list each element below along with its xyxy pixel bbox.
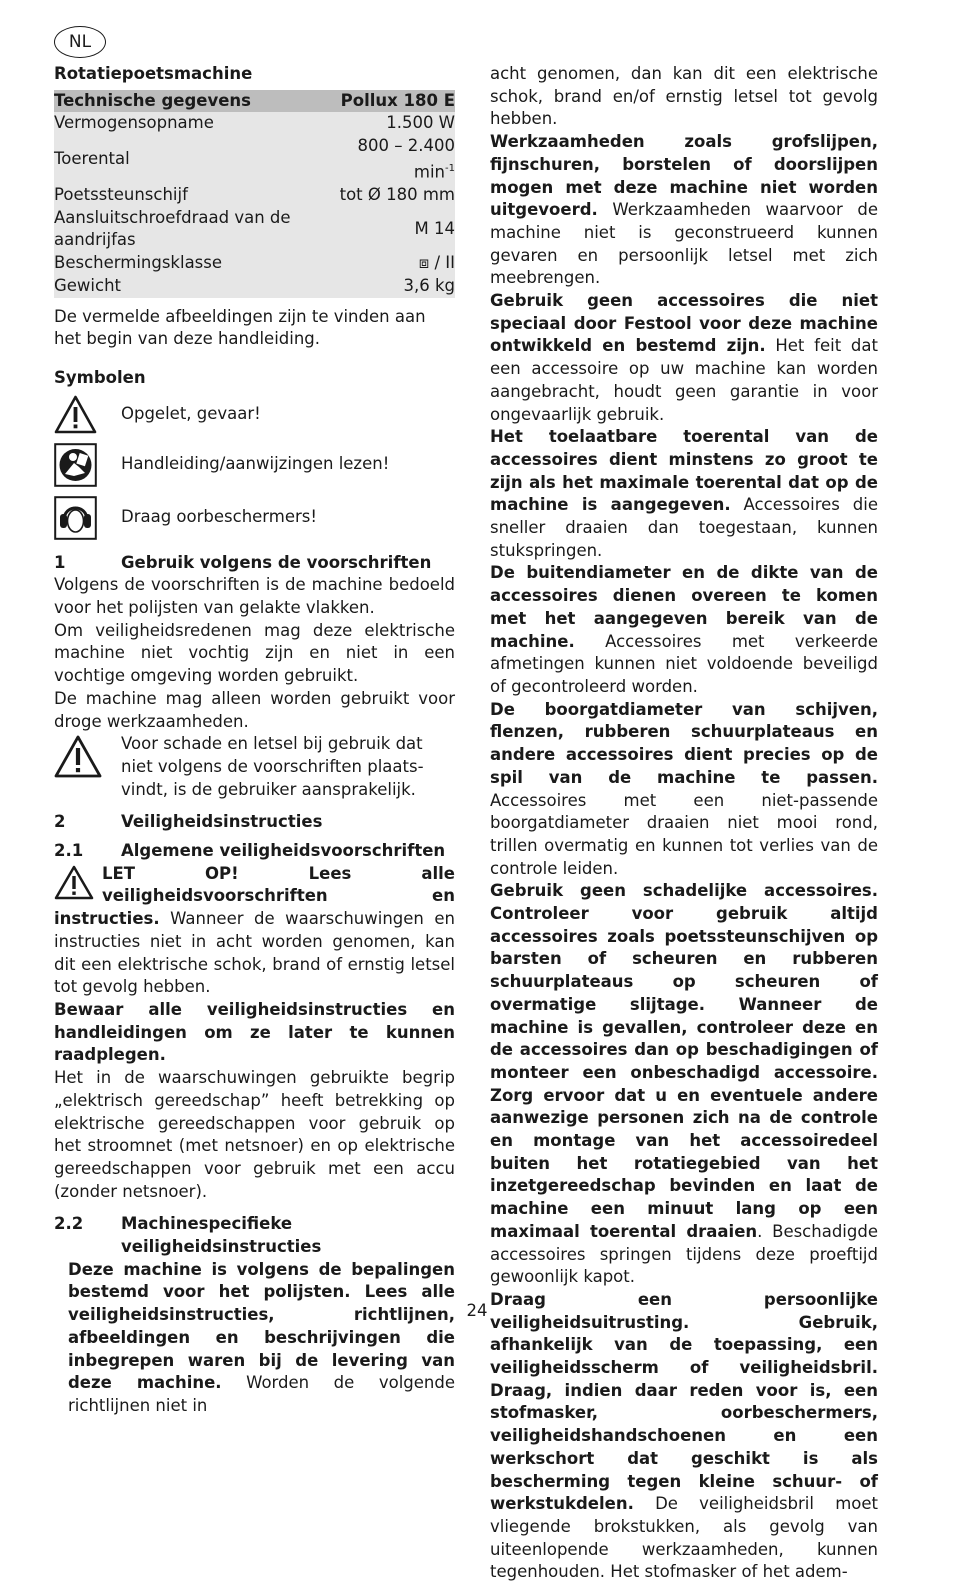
read-manual-icon: [54, 443, 97, 487]
table-row: [54, 275, 455, 298]
paragraph: [490, 880, 878, 1289]
page-number: 24: [466, 1301, 488, 1320]
spec-value: 3,6 kg: [336, 275, 455, 298]
paragraph: [490, 426, 878, 562]
paragraph-lead: Draag een persoonlijke veiligheidsuitrusting. Gebruik, afhankelijk van de toepassing, een veiligheidsscherm of veiligheidsbril. Draag, indien daar reden voor is, een stofmasker, oorbeschermers, veiligheidshandschoenen en een werkschort dat geschikt is als bescherming tegen kleine schuur- of werkstukdelen.: [490, 1289, 878, 1514]
spec-header-value: Pollux 180 E: [336, 90, 455, 113]
table-row: [54, 112, 455, 135]
paragraph-lead: Werkzaamheden zoals grofslijpen, fijnschuren, borstelen of doorslijpen mogen met deze machine niet worden uitgevoerd.: [490, 132, 878, 220]
table-row: [54, 135, 455, 184]
warning-triangle-icon: [54, 733, 121, 801]
paragraph: [490, 1289, 878, 1584]
section-number: 2: [54, 812, 66, 832]
ear-protection-icon: [54, 496, 97, 540]
symbol-row-ear: [54, 490, 455, 546]
warning-triangle-icon: [54, 395, 97, 435]
spec-value: M 14: [336, 207, 455, 252]
right-column: [490, 63, 878, 1584]
symbol-text: Draag oorbeschermers!: [121, 507, 318, 527]
warning-lead: LET OP! Lees alle veiligheidsvoorschriften en instructies.: [54, 863, 455, 929]
paragraph: [490, 131, 878, 290]
symbol-row-warning: [54, 390, 455, 440]
section-heading: [54, 1213, 455, 1258]
paragraph-body: . Beschadigde accessoires springen tijdens deze proeftijd gewoonlijk kapot.: [490, 1221, 878, 1287]
warning-text: Voor schade en letsel bij gebruik dat niet volgens de voorschriften plaats-vindt, is de gebruiker aansprakelijk.: [121, 734, 424, 799]
spec-header-label: Technische gegevens: [54, 90, 336, 113]
paragraph: [490, 562, 878, 698]
table-row: [54, 184, 455, 207]
spec-value: tot Ø 180 mm: [336, 184, 455, 207]
paragraph-lead: Het toelaatbare toerental van de accessoires dient minstens zo groot te zijn als het maximale toerental dat op de machine is aangegeven.: [490, 427, 878, 515]
paragraph: De machine mag alleen worden gebruikt voor droge werkzaamheden.: [54, 688, 455, 731]
paragraph-lead: Gebruik geen accessoires die niet speciaal door Festool voor deze machine ontwikkeld en bestemd zijn.: [490, 291, 878, 356]
symbol-text: Handleiding/aanwijzingen lezen!: [121, 454, 390, 474]
spec-value: 800 – 2.400 min: [357, 136, 455, 182]
paragraph: Bewaar alle veiligheidsinstructies en handleidingen om ze later te kunnen raadplegen.: [54, 1000, 455, 1065]
section-title: Veiligheidsinstructies: [121, 812, 323, 832]
spec-label: Beschermingsklasse: [54, 252, 336, 275]
table-row: [54, 207, 455, 252]
paragraph-lead: Deze machine is volgens de bepalingen bestemd voor het polijsten. Lees alle veiligheidsinstructies, richtlijnen, afbeeldingen en beschrijvingen die inbegrepen waren bij de levering van deze machine.: [68, 1259, 455, 1393]
section-number: 2.2: [54, 1214, 84, 1234]
paragraph-lead: De boorgatdiameter van schijven, flenzen, rubberen schuurplateaus en andere accessoires dient precies op de spil van de machine te passen.: [490, 699, 878, 787]
section-number: 2.1: [54, 841, 84, 861]
spec-value: ⧈ / II: [336, 252, 455, 275]
paragraph: [54, 1259, 455, 1418]
warning-body: Wanneer de waarschuwingen en instructies niet in acht worden genomen, kan dit een elektrische schok, brand of ernstig letsel tot gevolg hebben.: [54, 909, 455, 997]
table-row: [54, 252, 455, 275]
paragraph-body: Worden de volgende richtlijnen niet in: [68, 1373, 455, 1415]
language-badge-label: NL: [68, 32, 92, 52]
language-badge: [54, 26, 106, 58]
paragraph: acht genomen, dan kan dit een elektrische schok, brand en/of ernstig letsel tot gevolg hebben.: [490, 64, 878, 129]
document-title: Rotatiepoetsmachine: [54, 64, 253, 83]
paragraph: [490, 290, 878, 426]
paragraph-body: Accessoires met verkeerde afmetingen kunnen niet voldoende beveiligd of gecontroleerd worden.: [490, 631, 878, 696]
paragraph: Volgens de voorschriften is de machine bedoeld voor het polijsten van gelakte vlakken.: [54, 575, 455, 618]
spec-label: Toerental: [54, 135, 336, 184]
general-warning-paragraph: [54, 863, 455, 999]
paragraph-body: De veiligheidsbril moet vliegende brokstukken, als gevolg van uiteenlopende werkzaamheden, kunnen tegenhouden. Het stofmasker of het adem-: [490, 1494, 878, 1582]
usage-warning: [54, 733, 455, 801]
paragraph-body: Het feit dat een accessoire op uw machine kan worden aangebracht, houdt geen garantie in voor ongevaarlijk gebruik.: [490, 336, 878, 424]
spec-label: Vermogensopname: [54, 112, 336, 135]
intro-text: De vermelde afbeeldingen zijn te vinden aan het begin van deze handleiding.: [54, 306, 426, 349]
section-title: Gebruik volgens de voorschriften: [121, 552, 432, 572]
paragraph-lead: Gebruik geen schadelijke accessoires. Controleer voor gebruik altijd accessoires zoals poetssteunschijven op barsten of scheuren en rubberen schuurplateaus op scheuren of overmatige slijtage. Wanneer de machine is gevallen, controleer deze en de accessoires dan op beschadigingen of monteer een onbeschadigd accessoire. Zorg ervoor dat u en eventuele andere aanwezige personen zich na de controle en montage van het accessoiredeel buiten het rotatiegebied van het inzetgereedschap bevinden en laat de machine een minuut lang op een maximaal toerental draaien: [490, 881, 878, 1241]
section-title: Algemene veiligheidsvoorschriften: [121, 841, 446, 861]
spec-table-header: [54, 90, 455, 113]
spec-label: Aansluitschroefdraad van de aandrijfas: [54, 207, 336, 252]
paragraph-body: Accessoires met een niet-passende boorgatdiameter draaien niet mooi rond, trillen overmatig en kunnen tot verlies van de controle leiden.: [490, 790, 878, 878]
paragraph: [490, 699, 878, 881]
section-heading: [54, 840, 455, 863]
paragraph-lead: De buitendiameter en de dikte van de accessoires dienen overeen te komen met het aangegeven bereik van de machine.: [490, 563, 878, 651]
spec-table: [54, 90, 455, 298]
section-title: Machinespecifieke veiligheidsinstructies: [121, 1214, 322, 1257]
section-heading: [54, 811, 455, 834]
warning-triangle-icon: [54, 865, 94, 908]
paragraph: Het in de waarschuwingen gebruikte begrip „elektrisch gereedschap” heeft betrekking op elektrische gereedschappen voor gebruik op het stroomnet (met netsnoer) en op elektrische gereedschappen voor gebruik met een accu (zonder netsnoer).: [54, 1068, 455, 1201]
symbol-text: Opgelet, gevaar!: [121, 404, 261, 424]
symbols-heading: Symbolen: [54, 367, 146, 387]
paragraph-body: Accessoires die sneller draaien dan toegestaan, kunnen stukspringen.: [490, 495, 878, 560]
left-column: [54, 63, 455, 1418]
spec-label: Gewicht: [54, 275, 336, 298]
spec-value-speed: [336, 135, 455, 184]
spec-unit-exponent: -1: [445, 162, 455, 174]
symbol-row-manual: [54, 440, 455, 490]
section-heading: [54, 552, 455, 575]
paragraph-body: Werkzaamheden waarvoor de machine niet is geconstrueerd kunnen gevaren en persoonlijk letsel met zich meebrengen.: [490, 200, 878, 288]
section-number: 1: [54, 552, 66, 572]
spec-value: 1.500 W: [336, 112, 455, 135]
paragraph: Om veiligheidsredenen mag deze elektrische machine niet vochtig zijn en niet in een vochtige omgeving worden gebruikt.: [54, 620, 455, 686]
spec-label: Poetssteunschijf: [54, 184, 336, 207]
